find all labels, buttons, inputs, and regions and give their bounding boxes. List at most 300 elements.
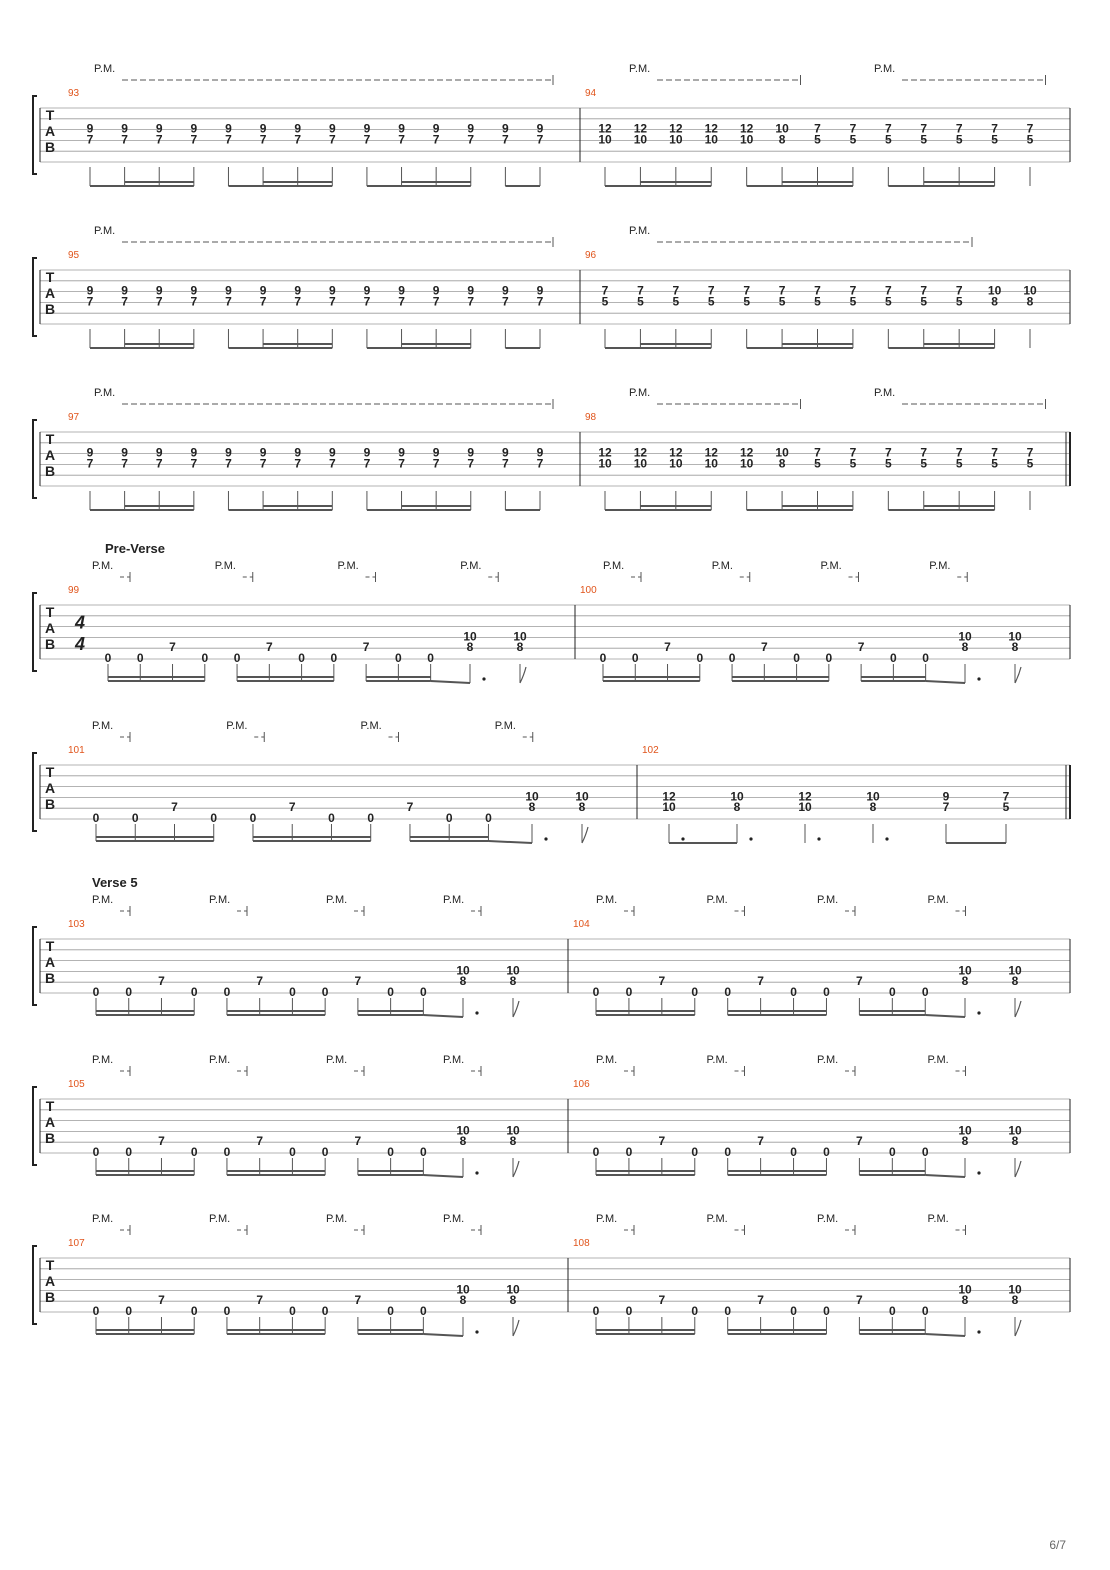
system-bracket [33,593,37,671]
fret-number: 5 [884,456,892,471]
fret-number: 9 [121,121,128,136]
fret-number: 8 [991,294,998,309]
note-flag [513,1001,519,1017]
palm-mute-label: P.M. [92,1054,114,1066]
tab-clef-letter: T [45,107,55,123]
fret-number: 0 [387,985,394,999]
system-bracket [33,753,37,831]
fret-number: 9 [467,445,475,460]
fret-number: 9 [363,283,371,298]
fret-number: 7 [398,294,405,309]
fret-number: 9 [328,445,336,460]
system-bracket [33,258,37,336]
dotted-note-dot [749,837,752,840]
fret-number: 10 [1023,283,1037,298]
palm-mute-label: P.M. [603,560,625,572]
fret-number: 10 [456,1123,470,1138]
system-bracket [33,927,37,1005]
fret-number: 7 [225,132,232,147]
fret-number: 9 [467,283,475,298]
fret-number: 7 [814,121,821,136]
dotted-note-dot [475,1011,478,1014]
fret-number: 7 [637,283,644,298]
fret-number: 10 [1008,963,1022,978]
fret-number: 9 [398,121,405,136]
fret-number: 7 [884,121,892,136]
fret-number: 7 [536,294,544,309]
fret-number: 7 [256,1293,264,1308]
palm-mute-label: P.M. [337,560,359,572]
palm-mute-label: P.M. [209,1054,231,1066]
fret-number: 7 [432,456,440,471]
fret-number: 9 [259,283,267,298]
fret-number: 5 [955,294,963,309]
palm-mute-label: P.M. [443,894,465,906]
fret-number: 7 [328,294,336,309]
page-number: 6/7 [1049,1538,1066,1552]
palm-mute-label: P.M. [629,225,651,237]
fret-number: 7 [86,456,94,471]
fret-number: 7 [259,456,267,471]
measure-number: 105 [68,1079,85,1090]
fret-number: 12 [704,445,718,460]
fret-number: 10 [463,629,477,644]
fret-number: 0 [190,1145,198,1159]
fret-number: 10 [506,1123,520,1138]
fret-number: 0 [387,1145,394,1159]
fret-number: 10 [1008,1123,1022,1138]
fret-number: 10 [739,456,754,471]
fret-number: 7 [432,294,440,309]
fret-number: 10 [866,789,880,804]
palm-mute-label: P.M. [94,225,116,237]
fret-number: 0 [104,651,112,665]
tab-clef-letter: B [44,970,56,986]
fret-number: 8 [509,1293,517,1308]
fret-number: 0 [387,1304,394,1318]
tab-clef-letter: B [44,796,56,812]
fret-number: 0 [210,811,218,825]
tab-clef-letter: T [45,1098,55,1114]
fret-number: 9 [502,445,509,460]
tab-clef-letter: B [44,1130,56,1146]
palm-mute-label: P.M. [711,560,733,572]
fret-number: 0 [131,811,139,825]
fret-number: 5 [814,132,821,147]
fret-number: 7 [362,640,370,655]
fret-number: 9 [363,121,371,136]
fret-number: 0 [921,985,929,999]
fret-number: 0 [233,651,241,665]
fret-number: 9 [190,283,198,298]
beam [926,681,965,683]
fret-number: 8 [1011,1134,1019,1149]
dotted-note-dot [681,837,684,840]
tab-clef-letter: A [44,620,56,636]
fret-number: 7 [991,445,998,460]
fret-number: 8 [578,800,586,815]
palm-mute-label: P.M. [92,560,114,572]
fret-number: 5 [672,294,680,309]
fret-number: 5 [849,294,857,309]
fret-number: 8 [528,800,536,815]
fret-number: 0 [888,1145,896,1159]
fret-number: 8 [1011,1293,1019,1308]
fret-number: 7 [328,132,336,147]
fret-number: 7 [398,132,405,147]
note-flag [1015,1001,1021,1017]
fret-number: 9 [502,121,509,136]
fret-number: 9 [225,121,232,136]
fret-number: 7 [158,974,165,989]
fret-number: 7 [155,294,163,309]
fret-number: 0 [445,811,453,825]
fret-number: 0 [367,811,375,825]
fret-number: 0 [888,1304,896,1318]
palm-mute-label: P.M. [326,1213,348,1225]
fret-number: 5 [637,294,644,309]
fret-number: 0 [92,1304,100,1318]
fret-number: 7 [707,283,715,298]
palm-mute-label: P.M. [494,720,516,732]
measure-number: 99 [68,585,80,596]
fret-number: 9 [328,121,336,136]
fret-number: 0 [92,1145,100,1159]
fret-number: 10 [1008,1282,1022,1297]
fret-number: 5 [601,294,609,309]
fret-number: 9 [432,283,440,298]
fret-number: 7 [354,1134,362,1149]
palm-mute-label: P.M. [929,560,951,572]
palm-mute-label: P.M. [927,1213,949,1225]
fret-number: 5 [991,132,998,147]
fret-number: 10 [798,800,812,815]
fret-number: 7 [743,283,751,298]
fret-number: 12 [598,445,612,460]
tab-clef-letter: B [44,1289,56,1305]
fret-number: 9 [86,283,94,298]
fret-number: 10 [598,132,612,147]
note-flag [1015,1320,1021,1336]
fret-number: 7 [363,132,371,147]
dotted-note-dot [475,1171,478,1174]
palm-mute-label: P.M. [596,1213,618,1225]
fret-number: 0 [724,1304,732,1318]
fret-number: 5 [920,132,928,147]
fret-number: 9 [536,283,544,298]
note-flag [513,1320,519,1336]
note-flag [513,1161,519,1177]
fret-number: 10 [775,121,789,136]
fret-number: 7 [328,456,336,471]
fret-number: 0 [921,1304,929,1318]
fret-number: 9 [363,445,371,460]
fret-number: 0 [190,985,198,999]
fret-number: 0 [793,651,800,665]
fret-number: 7 [1002,789,1010,804]
fret-number: 0 [823,1304,830,1318]
palm-mute-label: P.M. [817,1054,839,1066]
fret-number: 7 [502,456,509,471]
fret-number: 5 [955,456,963,471]
measure-number: 97 [68,412,80,423]
fret-number: 10 [633,456,648,471]
fret-number: 7 [158,1134,165,1149]
fret-number: 7 [760,640,768,655]
dotted-note-dot [475,1330,478,1333]
tab-clef-letter: T [45,431,55,447]
fret-number: 9 [190,445,198,460]
palm-mute-label: P.M. [817,894,839,906]
fret-number: 10 [739,132,754,147]
fret-number: 0 [420,1304,427,1318]
fret-number: 7 [259,132,267,147]
fret-number: 7 [169,640,176,655]
fret-number: 0 [298,651,305,665]
fret-number: 0 [724,985,732,999]
fret-number: 0 [92,985,100,999]
beam [423,1334,463,1336]
fret-number: 0 [625,1304,633,1318]
fret-number: 7 [190,456,198,471]
fret-number: 9 [86,121,94,136]
fret-number: 0 [125,1145,133,1159]
fret-number: 0 [825,651,833,665]
fret-number: 9 [502,283,509,298]
fret-number: 5 [814,294,821,309]
measure-number: 102 [642,745,659,756]
measure-number: 100 [580,585,597,596]
measure-number: 95 [68,250,80,261]
fret-number: 0 [696,651,704,665]
fret-number: 7 [536,456,544,471]
dotted-note-dot [817,837,820,840]
palm-mute-label: P.M. [92,720,114,732]
fret-number: 0 [691,1304,699,1318]
fret-number: 7 [601,283,609,298]
fret-number: 7 [536,132,544,147]
palm-mute-label: P.M. [874,63,896,75]
fret-number: 5 [920,456,928,471]
fret-number: 0 [125,985,133,999]
palm-mute-label: P.M. [706,894,728,906]
fret-number: 9 [155,283,163,298]
fret-number: 0 [395,651,402,665]
palm-mute-label: P.M. [706,1054,728,1066]
measure-number: 98 [585,412,597,423]
dotted-note-dot [544,837,547,840]
tab-clef-letter: B [44,636,56,652]
note-flag [1015,1161,1021,1177]
palm-mute-label: P.M. [326,894,348,906]
palm-mute-label: P.M. [460,560,482,572]
fret-number: 0 [592,1304,600,1318]
dotted-note-dot [977,1011,980,1014]
fret-number: 8 [1011,640,1019,655]
dotted-note-dot [977,1330,980,1333]
fret-number: 0 [890,651,897,665]
fret-number: 0 [420,1145,427,1159]
fret-number: 7 [406,800,414,815]
fret-number: 7 [225,294,232,309]
fret-number: 8 [516,640,524,655]
measure-number: 94 [585,88,597,99]
fret-number: 9 [294,121,302,136]
fret-number: 0 [631,651,639,665]
fret-number: 12 [633,445,648,460]
fret-number: 10 [775,445,789,460]
fret-number: 10 [662,800,676,815]
fret-number: 7 [814,283,821,298]
fret-number: 0 [823,1145,830,1159]
fret-number: 9 [942,789,950,804]
fret-number: 8 [778,456,786,471]
fret-number: 10 [598,456,612,471]
fret-number: 10 [456,1282,470,1297]
fret-number: 0 [289,1304,296,1318]
fret-number: 5 [707,294,715,309]
fret-number: 7 [920,121,928,136]
fret-number: 0 [599,651,607,665]
palm-mute-label: P.M. [94,387,116,399]
tab-clef-letter: T [45,764,55,780]
fret-number: 7 [86,294,94,309]
beam [488,841,532,843]
tab-clef-letter: A [44,123,56,139]
fret-number: 0 [790,1304,797,1318]
fret-number: 9 [225,445,232,460]
fret-number: 7 [757,1134,764,1149]
tab-clef-letter: A [44,285,56,301]
fret-number: 7 [190,132,198,147]
measure-number: 108 [573,1238,590,1249]
fret-number: 10 [730,789,744,804]
tab-clef-letter: T [45,1257,55,1273]
fret-number: 12 [633,121,648,136]
palm-mute-label: P.M. [209,894,231,906]
fret-number: 12 [598,121,612,136]
fret-number: 0 [592,1145,600,1159]
fret-number: 0 [625,985,633,999]
beam [423,1015,463,1017]
fret-number: 7 [672,283,680,298]
fret-number: 8 [459,1134,467,1149]
fret-number: 9 [121,283,128,298]
fret-number: 8 [1011,974,1019,989]
fret-number: 9 [432,121,440,136]
palm-mute-label: P.M. [92,1213,114,1225]
tab-clef-letter: A [44,954,56,970]
fret-number: 0 [330,651,338,665]
system-bracket [33,1087,37,1165]
fret-number: 8 [1026,294,1034,309]
fret-number: 7 [814,445,821,460]
palm-mute-label: P.M. [214,560,236,572]
fret-number: 7 [259,294,267,309]
fret-number: 7 [265,640,273,655]
palm-mute-label: P.M. [927,1054,949,1066]
fret-number: 12 [739,121,754,136]
palm-mute-label: P.M. [360,720,382,732]
fret-number: 0 [724,1145,732,1159]
fret-number: 9 [155,121,163,136]
measure-number: 104 [573,919,590,930]
fret-number: 0 [427,651,434,665]
section-label: Pre-Verse [105,541,165,556]
fret-number: 7 [467,456,475,471]
fret-number: 5 [955,132,963,147]
fret-number: 12 [739,445,754,460]
fret-number: 0 [289,1145,296,1159]
fret-number: 10 [633,132,648,147]
fret-number: 10 [669,132,683,147]
fret-number: 10 [456,963,470,978]
fret-number: 8 [961,1293,969,1308]
fret-number: 0 [823,985,830,999]
fret-number: 0 [223,1304,231,1318]
fret-number: 7 [225,456,232,471]
fret-number: 9 [259,445,267,460]
fret-number: 5 [991,456,998,471]
tab-clef-letter: A [44,1273,56,1289]
fret-number: 0 [790,985,797,999]
system-bracket [33,1246,37,1324]
fret-number: 7 [849,445,857,460]
section-label: Verse 5 [92,875,138,890]
fret-number: 0 [201,651,209,665]
palm-mute-label: P.M. [94,63,116,75]
fret-number: 7 [955,121,963,136]
fret-number: 7 [857,640,865,655]
fret-number: 0 [249,811,257,825]
fret-number: 0 [321,1304,329,1318]
fret-number: 10 [958,963,972,978]
beam [925,1175,965,1177]
fret-number: 0 [420,985,427,999]
note-flag [1015,667,1021,683]
palm-mute-label: P.M. [209,1213,231,1225]
fret-number: 10 [987,283,1002,298]
fret-number: 8 [459,974,467,989]
measure-number: 107 [68,1238,85,1249]
fret-number: 9 [86,445,94,460]
fret-number: 0 [125,1304,133,1318]
tab-clef-letter: T [45,938,55,954]
fret-number: 0 [691,985,699,999]
fret-number: 5 [849,132,857,147]
fret-number: 9 [398,283,405,298]
note-flag [520,667,526,683]
fret-number: 10 [1008,629,1022,644]
fret-number: 0 [921,1145,929,1159]
fret-number: 12 [704,121,718,136]
palm-mute-label: P.M. [326,1054,348,1066]
fret-number: 0 [485,811,492,825]
fret-number: 5 [884,132,892,147]
fret-number: 0 [691,1145,699,1159]
fret-number: 10 [704,456,718,471]
fret-number: 7 [121,132,128,147]
fret-number: 5 [884,294,892,309]
fret-number: 7 [658,974,666,989]
fret-number: 5 [849,456,857,471]
fret-number: 10 [958,1123,972,1138]
fret-number: 7 [658,1293,666,1308]
tab-clef-letter: A [44,780,56,796]
fret-number: 7 [158,1293,165,1308]
fret-number: 8 [509,974,517,989]
fret-number: 0 [136,651,144,665]
